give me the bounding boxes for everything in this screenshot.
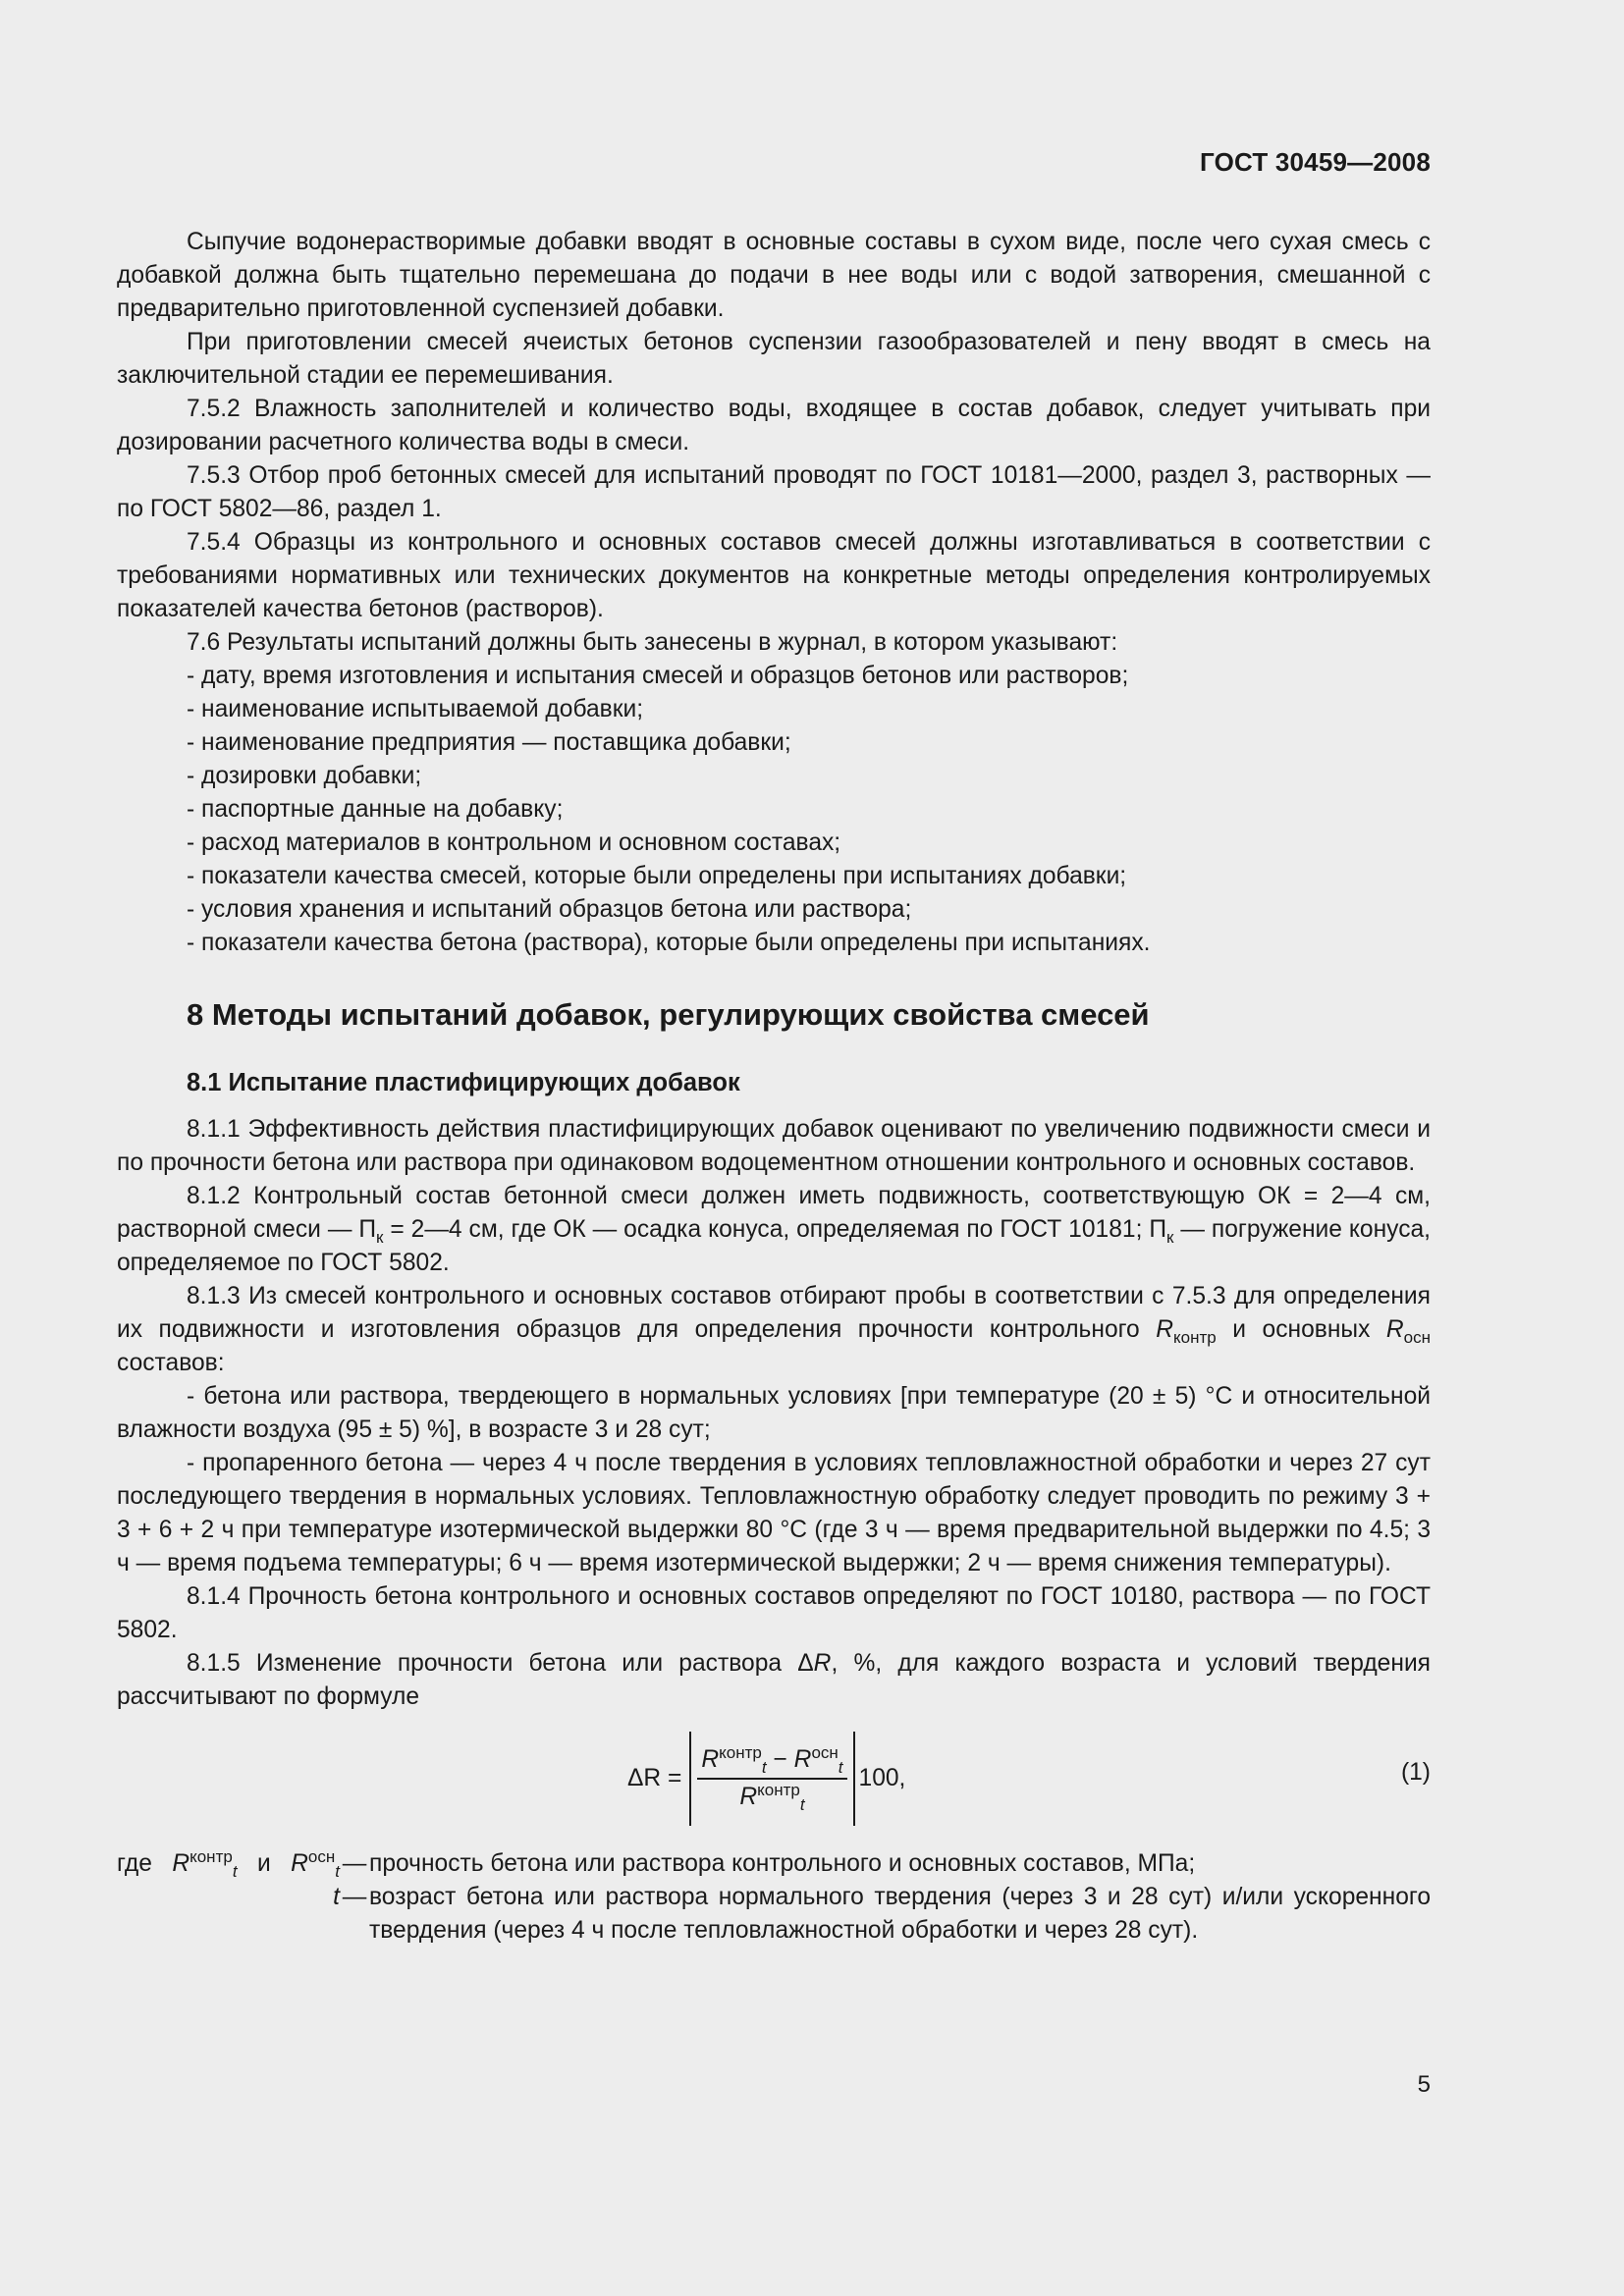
abs-value [689, 1732, 854, 1826]
list-item: - условия хранения и испытаний образцов бетона или раствора; [187, 896, 912, 923]
list-item: - наименование предприятия — поставщика добавки; [187, 729, 791, 756]
paragraph: 7.6 Результаты испытаний должны быть занесены в журнал, в котором указывают: [187, 629, 1118, 656]
page-number: 5 [1417, 2071, 1431, 2098]
list-item: - паспортные данные на добавку; [187, 796, 564, 823]
paragraph: 7.5.4 Образцы из контрольного и основных составов смесей должны изготавливаться в соответствии с требованиями нормативных или технических документов на конкретные методы определения контролируемых показателей качества бетонов (растворов). [117, 529, 1431, 622]
formula-block [117, 1728, 1431, 1830]
list-item: - показатели качества смесей, которые были определены при испытаниях добавки; [187, 863, 1127, 889]
paragraph: Сыпучие водонерастворимые добавки вводят в основные составы в сухом виде, после чего сухая смесь с добавкой должна быть тщательно перемешана до подачи в нее воды или с водой затворения, смешанной с предварительно приготовленной суспензией добавки. [117, 229, 1431, 322]
subsection-heading: 8.1 Испытание пластифицирующих добавок [187, 1069, 740, 1096]
list-item: - дату, время изготовления и испытания смесей и образцов бетонов или растворов; [187, 663, 1129, 689]
fraction-numerator: $R^{контр}_t - R^{осн}_t$ [697, 1746, 846, 1780]
list-item: - показатели качества бетона (раствора), которые были определены при испытаниях. [187, 930, 1151, 956]
list-item: - бетона или раствора, твердеющего в нормальных условиях [при температуре (20 ± 5) °С и относительной влажности воздуха (95 ± 5) %], в возрасте 3 и 28 сут; [117, 1383, 1431, 1443]
list-item: - расход материалов в контрольном и основном составах; [187, 829, 841, 856]
paragraph: 7.5.2 Влажность заполнителей и количество воды, входящее в состав добавок, следует учитывать при дозировании расчетного количества воды в смеси. [117, 396, 1431, 455]
paragraph: 7.5.3 Отбор проб бетонных смесей для испытаний проводят по ГОСТ 10181—2000, раздел 3, растворных — по ГОСТ 5802—86, раздел 1. [117, 462, 1431, 522]
where-block [117, 1847, 1431, 1948]
formula [627, 1728, 905, 1830]
formula-lhs: ΔR = [627, 1765, 682, 1791]
section-heading: 8 Методы испытаний добавок, регулирующих свойства смесей [187, 997, 1150, 1032]
list-item: - дозировки добавки; [187, 763, 422, 789]
definition: возраст бетона или раствора нормального твердения (через 3 и 28 сут) и/или ускоренного твердения (через 4 ч после тепловлажностной обработки и через 28 сут). [369, 1884, 1431, 1944]
formula-factor: 100, [858, 1765, 906, 1791]
body-text [117, 226, 1431, 1948]
paragraph: 8.1.2 Контрольный состав бетонной смеси должен иметь подвижность, соответствующую ОК = 2—4 см, растворной смеси — $П_к$ = 2—4 см, где ОК — осадка конуса, определяемая по ГОСТ 10181; $П_к$ — погружение конуса, определяемое по ГОСТ 5802. [117, 1183, 1431, 1276]
equation-number: (1) [1400, 1759, 1431, 1786]
where-row: t — возраст бетона или раствора нормального твердения (через 3 и 28 сут) и/или ускоренного твердения (через 4 ч после тепловлажностной обработки и через 28 сут). [117, 1881, 1431, 1948]
fraction-denominator: $R^{контр}_t$ [739, 1781, 805, 1814]
list-item: - пропаренного бетона — через 4 ч после твердения в условиях тепловлажностной обработки и через 27 сут последующего твердения в нормальных условиях. Тепловлажностную обработку следует проводить по режиму 3 + 3 + 6 + 2 ч при температуре изотермической выдержки 80 °С (где 3 ч — время предварительной выдержки по 4.5; 3 ч — время подъема температуры; 6 ч — время изотермической выдержки; 2 ч — время снижения температуры). [117, 1450, 1431, 1576]
document-header: ГОСТ 30459—2008 [1200, 147, 1431, 177]
where-row: где $R^{контр}_t$ и $R^{осн}_t$ — прочность бетона или раствора контрольного и основных составов, МПа; [117, 1847, 1431, 1881]
paragraph: 8.1.1 Эффективность действия пластифицирующих добавок оценивают по увеличению подвижности смеси и по прочности бетона или раствора при одинаковом водоцементном отношении контрольного и основных составов. [117, 1116, 1431, 1176]
paragraph: 8.1.3 Из смесей контрольного и основных составов отбирают пробы в соответствии с 7.5.3 для определения их подвижности и изготовления образцов для определения прочности контрольного $R_{контр}$ и основных $R_{осн}$ составов: [117, 1283, 1432, 1376]
paragraph: 8.1.5 Изменение прочности бетона или раствора ΔR, %, для каждого возраста и условий твердения рассчитывают по формуле [117, 1650, 1431, 1710]
paragraph: При приготовлении смесей ячеистых бетонов суспензии газообразователей и пену вводят в смесь на заключительной стадии ее перемешивания. [117, 329, 1431, 389]
list-item: - наименование испытываемой добавки; [187, 696, 644, 722]
fraction [697, 1743, 846, 1814]
definition: прочность бетона или раствора контрольного и основных составов, МПа; [369, 1850, 1196, 1877]
paragraph: 8.1.4 Прочность бетона контрольного и основных составов определяют по ГОСТ 10180, раствора — по ГОСТ 5802. [117, 1583, 1431, 1643]
